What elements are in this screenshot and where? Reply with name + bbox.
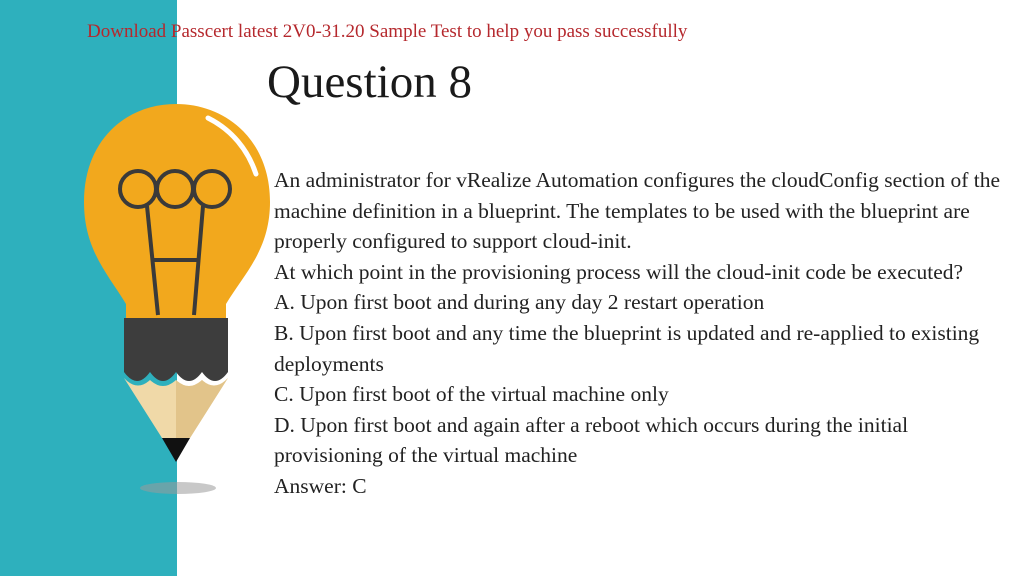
- option-c: C. Upon first boot of the virtual machine only: [274, 382, 669, 407]
- promo-banner: Download Passcert latest 2V0-31.20 Sample Test to help you pass successfully: [87, 21, 688, 42]
- option-b: B. Upon first boot and any time the blueprint is updated and re-applied to existing deployments: [274, 320, 980, 376]
- question-stem: An administrator for vRealize Automation configures the cloudConfig section of the machine definition in a blueprint. The templates to be used with the blueprint are properly configured to support cloud-init.: [274, 168, 1001, 254]
- lightbulb-pencil-icon: [80, 100, 280, 500]
- question-body: [274, 165, 1014, 502]
- question-title: Question 8: [267, 56, 472, 108]
- option-d: D. Upon first boot and again after a reboot which occurs during the initial provisioning of the virtual machine: [274, 412, 909, 468]
- question-prompt: At which point in the provisioning process will the cloud-init code be executed?: [274, 259, 964, 284]
- option-a: A. Upon first boot and during any day 2 restart operation: [274, 290, 765, 315]
- answer-line: Answer: C: [274, 473, 367, 498]
